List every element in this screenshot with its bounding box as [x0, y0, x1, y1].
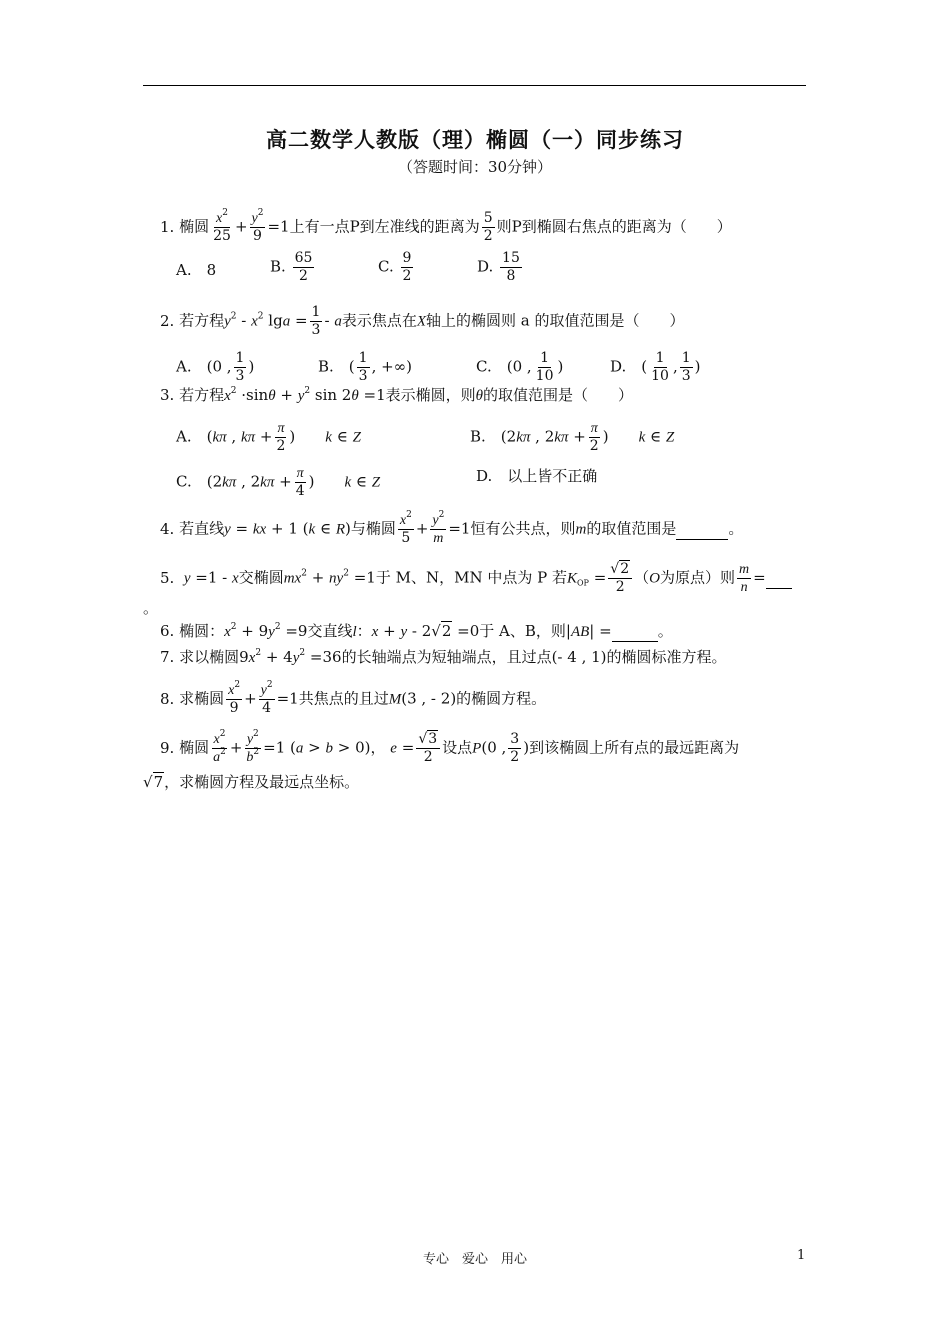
q1-option-a: A. 8: [176, 261, 217, 279]
q2-option-a: A. (0 , $\frac{1}{3}$ ): [176, 350, 255, 384]
q1-option-d: D. $\frac{15}{8}$: [477, 250, 520, 284]
header-rule: [143, 85, 806, 86]
question-9: 9. 椭圆 $\frac{x^2}{a^2}$ + $\frac{y^2}{b^2}$ =1 (a > b > 0)， e = $\frac{√3}{2}$ 设点P(0 , $\frac{3}{2}$ )到该椭圆上所有点的最远距离为: [160, 729, 740, 765]
page-number: 1: [797, 1248, 806, 1263]
q2-option-b: B. ( $\frac{1}{3}$ , +∞): [318, 350, 413, 384]
q3-option-c: C. (2kπ , 2kπ + $\frac{\pi}{4}$ ) k ∈ Z: [176, 466, 381, 499]
q3-option-d: D. 以上皆不正确: [476, 467, 598, 485]
q5-answer-blank[interactable]: [766, 568, 792, 589]
question-9-continued: √7，求椭圆方程及最远点坐标。: [143, 773, 360, 791]
question-4: 4. 若直线y = kx + 1 (k ∈ R)与椭圆 $\frac{x^2}{5}$ + $\frac{y^2}{m}$ =1恒有公共点，则m的取值范围是 。: [160, 510, 744, 546]
q3-option-b: B. (2kπ , 2kπ + $\frac{\pi}{2}$ ) k ∈ Z: [470, 421, 675, 454]
question-3: 3. 若方程$x^2 \cdot\sin\theta + y^2$ sin 2θ =1表示椭圆，则θ的取值范围是（ ）: [160, 386, 634, 404]
question-2: 2. 若方程$y^2 - x^2$ lga = $\frac{1}{3}$ - a表示焦点在X轴上的椭圆则 a 的取值范围是（ ）: [160, 304, 685, 338]
q2-option-c: C. (0 , $\frac{1}{10}$ ): [476, 350, 564, 384]
page-footer: 专心 爱心 用心: [422, 1252, 527, 1267]
question-6: 6. 椭圆：$x^2 + 9y^2 =9$交直线l：x + y - 2√2 =0于 A、B，则|AB| = 。: [160, 622, 673, 640]
q1-option-b: B. $\frac{65}{2}$: [270, 250, 313, 284]
q2-option-d: D. ( $\frac{1}{10}$ , $\frac{1}{3}$ ): [610, 350, 701, 384]
page-title: 高二数学人教版（理）椭圆（一）同步练习: [266, 128, 684, 152]
question-7: 7. 求以椭圆$9x^2 + 4y^2 =36$的长轴端点为短轴端点，且过点(- 4 , 1)的椭圆标准方程。: [160, 648, 727, 666]
question-8: 8. 求椭圆 $\frac{x^2}{9}$ + $\frac{y^2}{4}$ =1共焦点的且过M(3 , - 2)的椭圆方程。: [160, 680, 547, 716]
question-5: 5. y =1 - x交椭圆$mx^2 + ny^2 =1$于 M、N，MN 中点为 P 若$K_{OP}$ = $\frac{√2}{2}$ （O为原点）则 $\frac{m}{n}$ =: [160, 561, 792, 596]
q5-tail: 。: [143, 599, 159, 617]
q3-option-a: A. (kπ , kπ + $\frac{\pi}{2}$ ) k ∈ Z: [176, 421, 361, 454]
q1-option-c: C. $\frac{9}{2}$: [378, 250, 412, 284]
question-1: 1. 椭圆 $\frac{x^2}{25}$ + $\frac{y^2}{9}$ =1上有一点P到左准线的距离为 $\frac{5}{2}$ 则P到椭圆右焦点的距离为（ ）: [160, 208, 732, 244]
q4-answer-blank[interactable]: [676, 519, 728, 540]
q6-answer-blank[interactable]: [612, 621, 658, 642]
page-subtitle: （答题时间：30分钟）: [397, 158, 553, 176]
